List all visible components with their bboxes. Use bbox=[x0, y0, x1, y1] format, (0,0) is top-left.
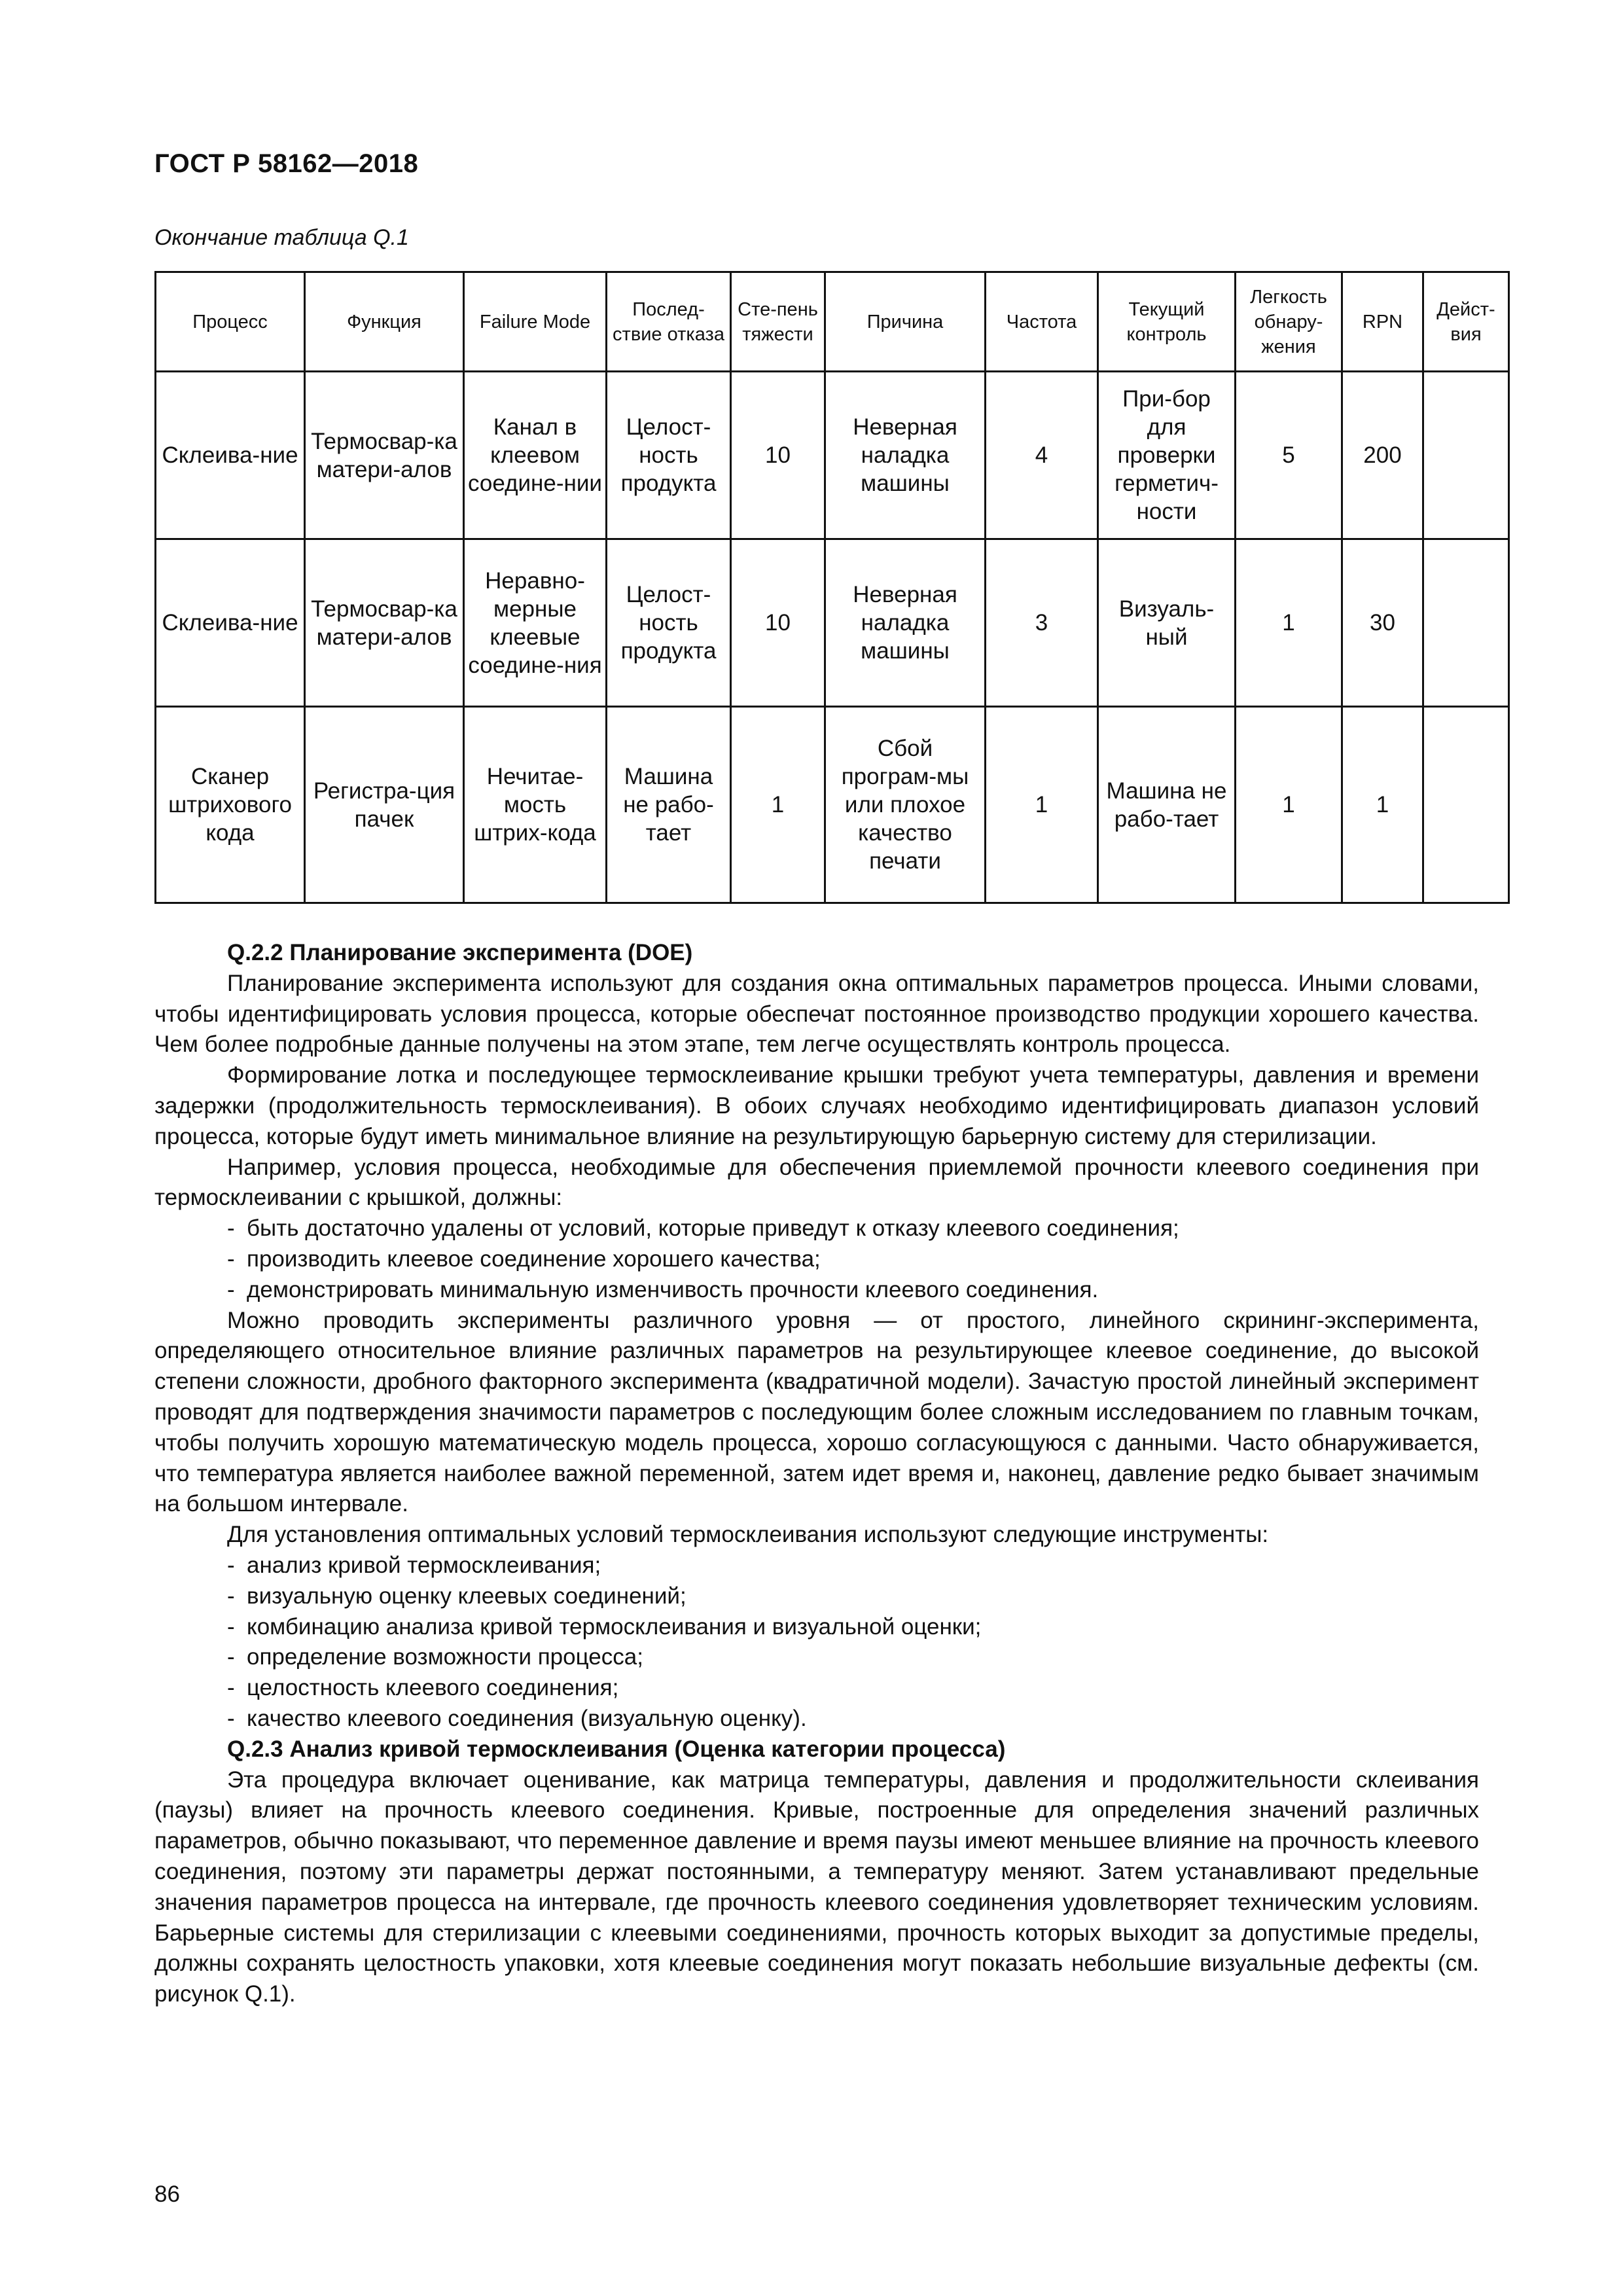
cell-rpn: 200 bbox=[1342, 372, 1423, 539]
cell-severity: 10 bbox=[731, 539, 825, 707]
cell-detection: 1 bbox=[1236, 539, 1342, 707]
cell-effect: Машина не рабо-тает bbox=[607, 707, 731, 903]
cell-effect: Целост-ность продукта bbox=[607, 372, 731, 539]
body-text bbox=[154, 938, 1479, 2010]
col-header-process: Процесс bbox=[156, 272, 305, 372]
list-item: - быть достаточно удалены от условий, которые приведут к отказу клеевого соединения; bbox=[227, 1215, 1179, 1242]
cell-current-control: Визуаль-ный bbox=[1098, 539, 1236, 707]
cell-actions bbox=[1423, 707, 1509, 903]
list-item: - демонстрировать минимальную изменчивость прочности клеевого соединения. bbox=[227, 1276, 1099, 1302]
paragraph: Для установления оптимальных условий термосклеивания используют следующие инструменты: bbox=[227, 1522, 1269, 1548]
cell-failure-mode: Канал в клеевом соедине-нии bbox=[464, 372, 607, 539]
col-header-cause: Причина bbox=[825, 272, 986, 372]
fmea-table bbox=[154, 271, 1510, 904]
cell-process: Склеива-ние bbox=[156, 539, 305, 707]
paragraph: Можно проводить эксперименты различного уровня — от простого, линейного скрининг-эксперимента, определяющего относительное влияние различных параметров на результирующее клеевое соединение, до высокой степени сложности, дробного факторного эксперимента (квадратичной модели). Зачастую простой линейный эксперимент проводят для подтверждения значимости параметров с последующим более сложным исследованием по главным точкам, чтобы получить хорошую математическую модель процесса, хорошо согласующуюся с данными. Часто обнаруживается, что температура является наиболее важной переменной, затем идет время и, наконец, давление редко бывает значимым на большом интервале. bbox=[154, 1307, 1479, 1517]
cell-function: Регистра-ция пачек bbox=[305, 707, 464, 903]
cell-current-control: При-бор для проверки герметич-ности bbox=[1098, 372, 1236, 539]
paragraph: Например, условия процесса, необходимые для обеспечения приемлемой прочности клеевого соединения при термосклеивании с крышкой, должны: bbox=[154, 1154, 1479, 1211]
table-row bbox=[156, 707, 1509, 903]
cell-rpn: 1 bbox=[1342, 707, 1423, 903]
cell-actions bbox=[1423, 372, 1509, 539]
cell-function: Термосвар-ка матери-алов bbox=[305, 372, 464, 539]
cell-cause: Неверная наладка машины bbox=[825, 539, 986, 707]
cell-function: Термосвар-ка матери-алов bbox=[305, 539, 464, 707]
col-header-detection: Легкость обнару-жения bbox=[1236, 272, 1342, 372]
page-number: 86 bbox=[154, 2181, 180, 2207]
cell-process: Склеива-ние bbox=[156, 372, 305, 539]
table-header-row bbox=[156, 272, 1509, 372]
cell-failure-mode: Нечитае-мость штрих-кода bbox=[464, 707, 607, 903]
cell-actions bbox=[1423, 539, 1509, 707]
table-caption: Окончание таблица Q.1 bbox=[154, 225, 409, 250]
requirements-list bbox=[154, 1213, 1479, 1305]
list-item: - целостность клеевого соединения; bbox=[227, 1675, 619, 1701]
cell-failure-mode: Неравно-мерные клеевые соедине-ния bbox=[464, 539, 607, 707]
cell-process: Сканер штрихового кода bbox=[156, 707, 305, 903]
section-heading-q23: Q.2.3 Анализ кривой термосклеивания (Оценка категории процесса) bbox=[227, 1736, 1006, 1762]
list-item: - визуальную оценку клеевых соединений; bbox=[227, 1583, 687, 1609]
cell-effect: Целост-ность продукта bbox=[607, 539, 731, 707]
cell-severity: 10 bbox=[731, 372, 825, 539]
col-header-current-control: Текущий контроль bbox=[1098, 272, 1236, 372]
col-header-severity: Сте-пень тяжести bbox=[731, 272, 825, 372]
cell-cause: Неверная наладка машины bbox=[825, 372, 986, 539]
document-header: ГОСТ Р 58162—2018 bbox=[154, 149, 419, 178]
tools-list bbox=[154, 1551, 1479, 1734]
col-header-frequency: Частота bbox=[986, 272, 1098, 372]
cell-cause: Сбой програм-мы или плохое качество печати bbox=[825, 707, 986, 903]
list-item: - качество клеевого соединения (визуальную оценку). bbox=[227, 1705, 807, 1731]
col-header-actions: Дейст-вия bbox=[1423, 272, 1509, 372]
table-row bbox=[156, 372, 1509, 539]
col-header-effect: Послед-ствие отказа bbox=[607, 272, 731, 372]
list-item: - комбинацию анализа кривой термосклеивания и визуальной оценки; bbox=[227, 1613, 982, 1640]
col-header-rpn: RPN bbox=[1342, 272, 1423, 372]
paragraph: Планирование эксперимента используют для создания окна оптимальных параметров процесса. Иными словами, чтобы идентифицировать условия процесса, которые обеспечат постоянное производство продукции хорошего качества. Чем более подробные данные получены на этом этапе, тем легче осуществлять контроль процесса. bbox=[154, 970, 1479, 1058]
section-heading-q22: Q.2.2 Планирование эксперимента (DOE) bbox=[227, 940, 693, 965]
cell-detection: 5 bbox=[1236, 372, 1342, 539]
list-item: - производить клеевое соединение хорошего качества; bbox=[227, 1246, 821, 1272]
col-header-function: Функция bbox=[305, 272, 464, 372]
table-row bbox=[156, 539, 1509, 707]
paragraph: Формирование лотка и последующее термосклеивание крышки требуют учета температуры, давления и времени задержки (продолжительность термосклеивания). В обоих случаях необходимо идентифицировать диапазон условий процесса, которые будут иметь минимальное влияние на результирующую барьерную систему для стерилизации. bbox=[154, 1062, 1479, 1149]
list-item: - анализ кривой термосклеивания; bbox=[227, 1552, 601, 1578]
cell-current-control: Машина не рабо-тает bbox=[1098, 707, 1236, 903]
list-item: - определение возможности процесса; bbox=[227, 1644, 643, 1670]
cell-frequency: 1 bbox=[986, 707, 1098, 903]
paragraph: Эта процедура включает оценивание, как матрица температуры, давления и продолжительности склеивания (паузы) влияет на прочность клеевого соединения. Кривые, построенные для определения значений различных параметров, обычно показывают, что переменное давление и время паузы имеют меньшее влияние на прочность клеевого соединения, поэтому эти параметры держат постоянными, а температуру меняют. Затем устанавливают предельные значения параметров процесса на интервале, где прочность клеевого соединения удовлетворяет техническим условиям. Барьерные системы для стерилизации с клеевыми соединениями, прочность которых выходит за допустимые пределы, должны сохранять целостность упаковки, хотя клеевые соединения могут показать небольшие визуальные дефекты (см. рисунок Q.1). bbox=[154, 1767, 1479, 2007]
cell-severity: 1 bbox=[731, 707, 825, 903]
cell-detection: 1 bbox=[1236, 707, 1342, 903]
cell-frequency: 4 bbox=[986, 372, 1098, 539]
cell-rpn: 30 bbox=[1342, 539, 1423, 707]
cell-frequency: 3 bbox=[986, 539, 1098, 707]
col-header-failure-mode: Failure Mode bbox=[464, 272, 607, 372]
